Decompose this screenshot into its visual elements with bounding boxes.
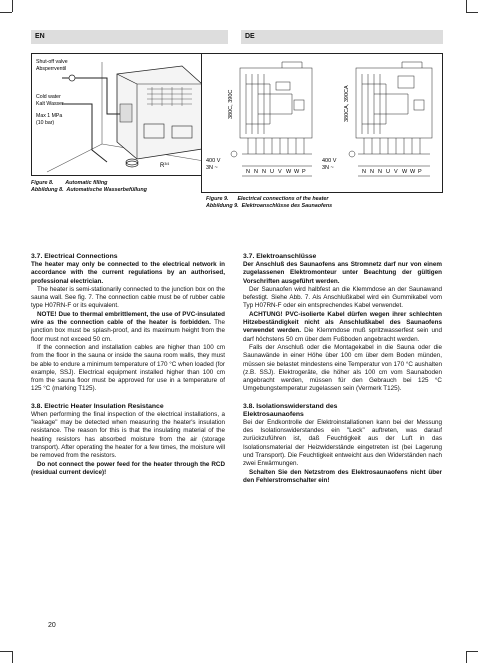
left-model-label: 380C, 390C (228, 89, 234, 119)
terminal-label: N (370, 169, 374, 175)
crop-mark (466, 651, 478, 652)
terminal-label: N (362, 169, 366, 175)
heater-filling-illustration (32, 54, 227, 175)
section-3-8-heading-de: 3.8. Isolationswiderstand des (243, 402, 338, 410)
terminal-label: U (386, 169, 390, 175)
voltage-label-left: 400 V (206, 158, 221, 164)
figure-8-caption-de: Abbildung 8. Automatische Wasserbefüllung (31, 187, 147, 193)
crop-mark (466, 12, 478, 13)
section-3-8-para-1-de: Bei der Endkontrolle der Elektroinstallationen kann bei der Messung des Isolationswiderstandes ein "Leck" auftreten, was darauf zurückzuführen ist, daß Feuchtigkeit aus der Luft in das Isolationsmaterial der Heizwiderstände eingetreten ist (bei Lagerung und Transport). Die Feuchtigkeit entweicht aus den Widerständen nach zwei Erwärmungen. (243, 418, 442, 468)
max-pressure-label: Max 1 MPa (36, 113, 63, 119)
crop-mark (0, 12, 12, 13)
terminal-label: W (410, 169, 416, 175)
terminal-label: P (418, 169, 422, 175)
shutoff-valve-label: Shut-off valve (36, 59, 68, 65)
note-pvc-en: NOTE! Due to thermal embrittlement, the use of PVC-insulated wire as the connection cable of the heater is forbidden. (31, 310, 225, 327)
terminal-label: N (246, 169, 250, 175)
page-number: 20 (48, 622, 56, 629)
max-pressure-bar-label: (10 bar) (36, 120, 55, 126)
section-3-7-para-2-de (243, 311, 442, 344)
note-pvc-de: ACHTUNG! PVC-isolierte Kabel dürfen wegen ihrer schlechten Hitzebeständigkeit nicht als Anschlußkabel des Saunaofens verwendet werden. (243, 310, 442, 335)
phase-label-left: 3N ~ (206, 165, 218, 171)
section-3-8-heading-en: 3.8. Electric Heater Insulation Resistance (31, 402, 164, 410)
terminal-label: N (262, 169, 266, 175)
english-column (31, 253, 225, 477)
section-3-7-heading-de: 3.7. Elektroanschlüsse (243, 253, 317, 260)
terminal-label: W (402, 169, 408, 175)
section-3-7-para-1-de: Der Saunaofen wird halbfest an die Klemmdose an der Saunawand befestigt. Siehe Abb. 7. Als Anschlußkabel wird ein Gummikabel vom Typ H07RN-F oder ein entsprechendes Kabel verwendet. (243, 285, 442, 310)
crop-mark (12, 0, 13, 12)
terminal-label: W (294, 169, 300, 175)
shutoff-valve-label-de: Absperrventil (36, 66, 67, 72)
section-3-7-para-2-en (31, 311, 225, 344)
junction-box-text-en: The junction box must be splash-proof, and its maximum height from the floor must not exceed 50 cm. (31, 319, 225, 343)
language-header-en: EN (31, 30, 228, 44)
language-header-de: DE (241, 30, 443, 44)
section-3-7-para-3-en: If the connection and installation cables are higher than 100 cm from the floor in the sauna or inside the sauna room walls, they must be able to endure a minimum temperature of 170 °C when loaded (for example, SSJ). Electrical equipment installed higher than 100 cm from the sauna floor must be approved for use in a temperature of 125 °C (marking T125). (31, 343, 225, 393)
terminal-label: U (270, 169, 274, 175)
right-model-label: 380CA, 390CA (344, 85, 350, 122)
section-3-8-para-1-en: When performing the final inspection of the electrical installations, a "leakage" may be detected when measuring the heater's insulation resistance. The reason for this is that the insulating material of the heating resistors has absorbed moisture from the air (storage transport). After operating the heater for a few times, the moisture will be removed from the resistors. (31, 410, 225, 460)
section-3-8-warning-de: Schalten Sie den Netzstrom des Elektrosaunaofens nicht über den Fehlerstromschalter ein! (243, 468, 442, 484)
junction-box-text-de: Die Klemmdose muß spritzwasserfest sein und darf höchstens 50 cm über dem Fußboden angebracht werden. (243, 327, 442, 343)
figure-8-caption-en: Figure 8. Automatic filling (31, 180, 108, 186)
crop-mark (466, 0, 467, 12)
terminal-label: N (378, 169, 382, 175)
section-3-8-warning-en: Do not connect the power feed for the heater through the RCD (residual current device)! (31, 460, 225, 476)
wiring-diagram (202, 54, 442, 192)
section-3-7-warning-en: The heater may only be connected to the electrical network in accordance with the current regulations by an authorised, professional electrician. (31, 261, 225, 285)
crop-mark (12, 651, 13, 663)
figure-8-automatic-filling (31, 53, 228, 176)
voltage-label-right: 400 V (322, 158, 337, 164)
cold-water-label: Cold water (36, 94, 61, 100)
cold-water-label-de: Kalt Wasser (36, 101, 64, 107)
terminal-label: V (278, 169, 282, 175)
crop-mark (466, 651, 467, 663)
pipe-thread-label: $R^{3/4}$ (160, 162, 170, 169)
terminal-label: N (254, 169, 258, 175)
section-3-7-warning-de: Der Anschluß des Saunaofens ans Stromnetz darf nur von einem zugelassenen Elektromonteur unter Beachtung der gültigen Vorschriften ausgeführt werden. (243, 261, 442, 285)
terminal-label: W (286, 169, 292, 175)
crop-mark (0, 651, 12, 652)
section-3-8-heading-de-line-2: Elektrosaunaofens (243, 410, 304, 418)
section-3-7-para-3-de: Falls der Anschluß oder die Montagekabel in die Sauna oder die Saunawände in einer Höhe über 100 cm über dem Boden münden, müssen sie belastet mindestens eine Temperatur von 170 °C aushalten (z.B. SSJ). Elektrogeräte, die höher als 100 cm vom Saunaboden angebracht werden, müssen für den Gebrauch bei 125 °C Umgebungstemperatur zugelassen sein (Vermerk T125). (243, 343, 442, 393)
section-3-7-para-1-en: The heater is semi-stationarily connected to the junction box on the sauna wall. See fig. 7. The connection cable must be of rubber cable type H07RN-F or its equivalent. (31, 285, 225, 310)
terminal-label: P (302, 169, 306, 175)
figure-9-caption-en: Figure 9. Electrical connections of the heater (206, 196, 329, 202)
terminal-label: V (394, 169, 398, 175)
german-column (243, 253, 442, 485)
figure-9-caption-de: Abbildung 9. Elektroanschlüsse des Saunaofens (206, 203, 333, 209)
figure-9-electrical-connections (201, 53, 443, 193)
phase-label-right: 3N ~ (322, 165, 334, 171)
section-3-7-heading-en: 3.7. Electrical Connections (31, 253, 118, 260)
